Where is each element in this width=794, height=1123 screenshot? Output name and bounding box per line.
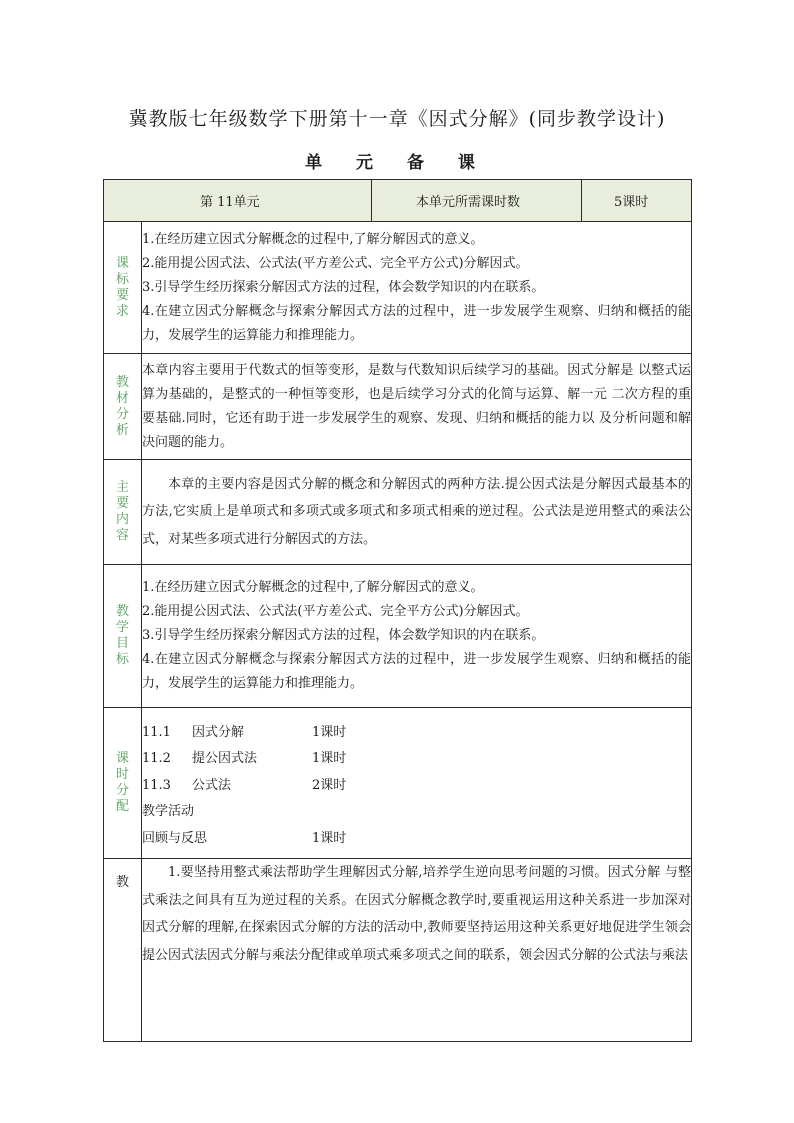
material-label-cell [104,354,142,460]
objectives-label: 教学目标 [115,604,129,667]
curriculum-item: 4.在建立因式分解概念与探索分解因式方法的过程中，进一步发展学生观察、归纳和概括的能力，发展学生的运算能力和推理能力。 [142,303,691,343]
lesson-number: 11.2 [142,751,171,766]
hours-value: 5课时 [582,180,692,222]
unit-number: 第 11单元 [104,180,372,222]
curriculum-item: 3.引导学生经历探索分解因式方法的过程，体会数学知识的内在联系。 [142,279,545,295]
lesson-hours: 1课时 [312,830,347,846]
schedule-item [142,717,691,744]
content-label-cell [104,460,142,565]
header-row [104,180,692,222]
content-text: 本章的主要内容是因式分解的概念和分解因式的两种方法.提公因式法是分解因式最基本的方法,它实质上是单项式和多项式或多项式和多项式相乘的逆过程。公式法是逆用整式的乘法公式，对某些多项式进行分解因式的方法。 [142,476,691,547]
curriculum-label: 课标要求 [115,255,129,319]
objective-item: 3.引导学生经历探索分解因式方法的过程，体会数学知识的内在联系。 [142,628,545,643]
teaching-label-cell [104,859,142,1042]
curriculum-item: 2.能用提公因式法、公式法(平方差公式、完全平方公式)分解因式。 [142,255,529,271]
objective-item: 4.在建立因式分解概念与探索分解因式方法的过程中，进一步发展学生观察、归纳和概括的能力，发展学生的运算能力和推理能力。 [142,652,691,691]
objectives-row [104,565,692,708]
schedule-item [142,796,691,823]
unit-title: 单 元 备 课 [305,153,489,173]
material-content [142,354,692,460]
schedule-label-cell [104,708,142,859]
material-row [104,354,692,460]
curriculum-label-cell [104,222,142,354]
schedule-item [142,770,691,797]
objective-item: 1.在经历建立因式分解概念的过程中,了解分解因式的意义。 [142,580,484,595]
lesson-number: 11.1 [142,724,171,740]
curriculum-content [142,222,692,354]
schedule-content [142,708,692,859]
teaching-text: 1.要坚持用整式乘法帮助学生理解因式分解,培养学生逆向思考问题的习惯。因式分解 与整式乘法之间具有互为逆过程的关系。在因式分解概念教学时,要重视运用这种关系进一步加深对因式分解的理解,在探索因式分解的方法的活动中,教师要坚持运用这种关系更好地促进学生领会提公因式法因式分解与乘法分配律或单项式乘多项式之间的联系，领会因式分解的公式法与乘法 [142,865,691,963]
material-text: 本章内容主要用于代数式的恒等变形，是数与代数知识后续学习的基础。因式分解是 以整式运算为基础的，是整式的一种恒等变形，也是后续学习分式的化简与运算、解一元 二次方程的重要基础.同时，它还有助于进一步发展学生的观察、发现、归纳和概括的能力以 及分析问题和解决问题的能力。 [142,362,691,450]
teaching-row [104,859,692,1042]
lesson-name: 回顾与反思 [142,830,208,846]
objective-item: 2.能用提公因式法、公式法(平方差公式、完全平方公式)分解因式。 [142,604,529,619]
teaching-label: 教 [115,875,129,890]
lesson-name: 教学活动 [142,804,195,819]
schedule-row [104,708,692,859]
lesson-hours: 1课时 [312,724,347,740]
content-row [104,460,692,565]
teaching-content [142,859,692,1042]
objectives-label-cell [104,565,142,708]
objectives-content [142,565,692,708]
unit-plan-table [103,179,692,1042]
curriculum-row [104,222,692,354]
material-label: 教材分析 [115,374,129,438]
lesson-hours: 1课时 [312,751,347,766]
schedule-label: 课时分配 [115,751,129,814]
document-title: 冀教版七年级数学下册第十一章《因式分解》(同步教学设计) [128,108,666,130]
main-content [142,460,692,565]
lesson-name: 因式分解 [192,724,245,740]
content-label: 主要内容 [115,480,129,543]
curriculum-item: 1.在经历建立因式分解概念的过程中,了解分解因式的意义。 [142,231,484,247]
hours-label: 本单元所需课时数 [372,180,582,222]
lesson-hours: 2课时 [312,777,347,793]
schedule-item [142,743,691,770]
lesson-number: 11.3 [142,777,171,793]
schedule-item [142,823,691,850]
lesson-name: 提公因式法 [192,751,258,766]
lesson-name: 公式法 [192,777,232,793]
